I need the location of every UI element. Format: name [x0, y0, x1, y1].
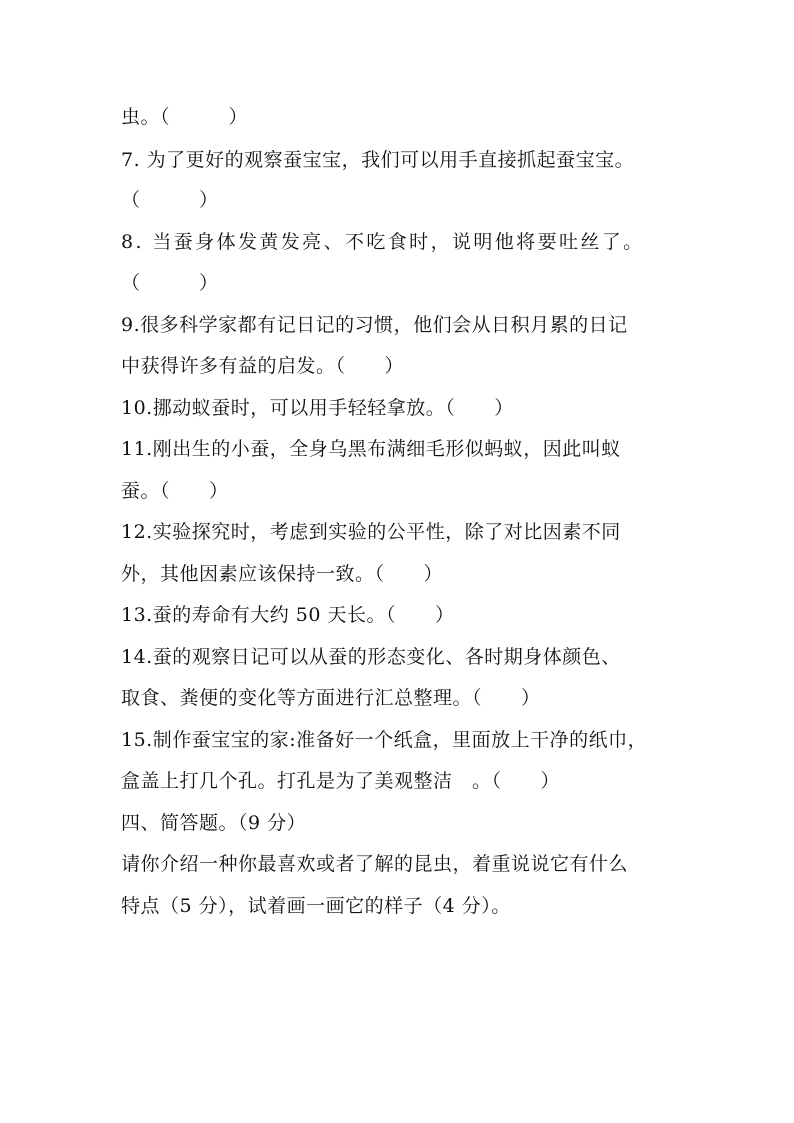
- question-15: 15.制作蚕宝宝的家:准备好一个纸盒，里面放上干净的纸巾，: [121, 729, 648, 751]
- question-9: 9.很多科学家都有记日记的习惯，他们会从日积月累的日记: [121, 314, 628, 336]
- question-14: 14.蚕的观察日记可以从蚕的形态变化、各时期身体颜色、: [121, 646, 621, 668]
- question-7: 7. 为了更好的观察蚕宝宝，我们可以用手直接抓起蚕宝宝。: [121, 149, 635, 171]
- question-10: 10.挪动蚁蚕时，可以用手轻轻拿放。（ ）: [121, 397, 514, 419]
- question-11-continuation: 蚕。（ ）: [121, 480, 229, 502]
- question-15-continuation: 盒盖上打几个孔。打孔是为了美观整洁 。（ ）: [121, 770, 561, 792]
- question-12: 12.实验探究时，考虑到实验的公平性，除了对比因素不同: [121, 521, 621, 543]
- short-answer-prompt-continuation: 特点（5 分），试着画一画它的样子（4 分）。: [121, 895, 511, 917]
- short-answer-prompt: 请你介绍一种你最喜欢或者了解的昆虫，着重说说它有什么: [121, 853, 629, 875]
- question-7-answer-blank: （ ）: [121, 189, 219, 211]
- question-11: 11.刚出生的小蚕，全身乌黑布满细毛形似蚂蚁，因此叫蚁: [121, 438, 621, 460]
- question-13: 13.蚕的寿命有大约 50 天长。（ ）: [121, 604, 455, 626]
- question-14-continuation: 取食、粪便的变化等方面进行汇总整理。（ ）: [121, 687, 541, 709]
- question-8-answer-blank: （ ）: [121, 272, 219, 294]
- q6-continuation: 虫。（ ）: [121, 106, 249, 128]
- question-12-continuation: 外，其他因素应该保持一致。（ ）: [121, 563, 444, 585]
- question-8: 8. 当蚕身体发黄发亮、不吃食时，说明他将要吐丝了。: [121, 231, 645, 253]
- question-9-continuation: 中获得许多有益的启发。（ ）: [121, 355, 405, 377]
- section-4-heading: 四、简答题。（9 分）: [121, 812, 307, 834]
